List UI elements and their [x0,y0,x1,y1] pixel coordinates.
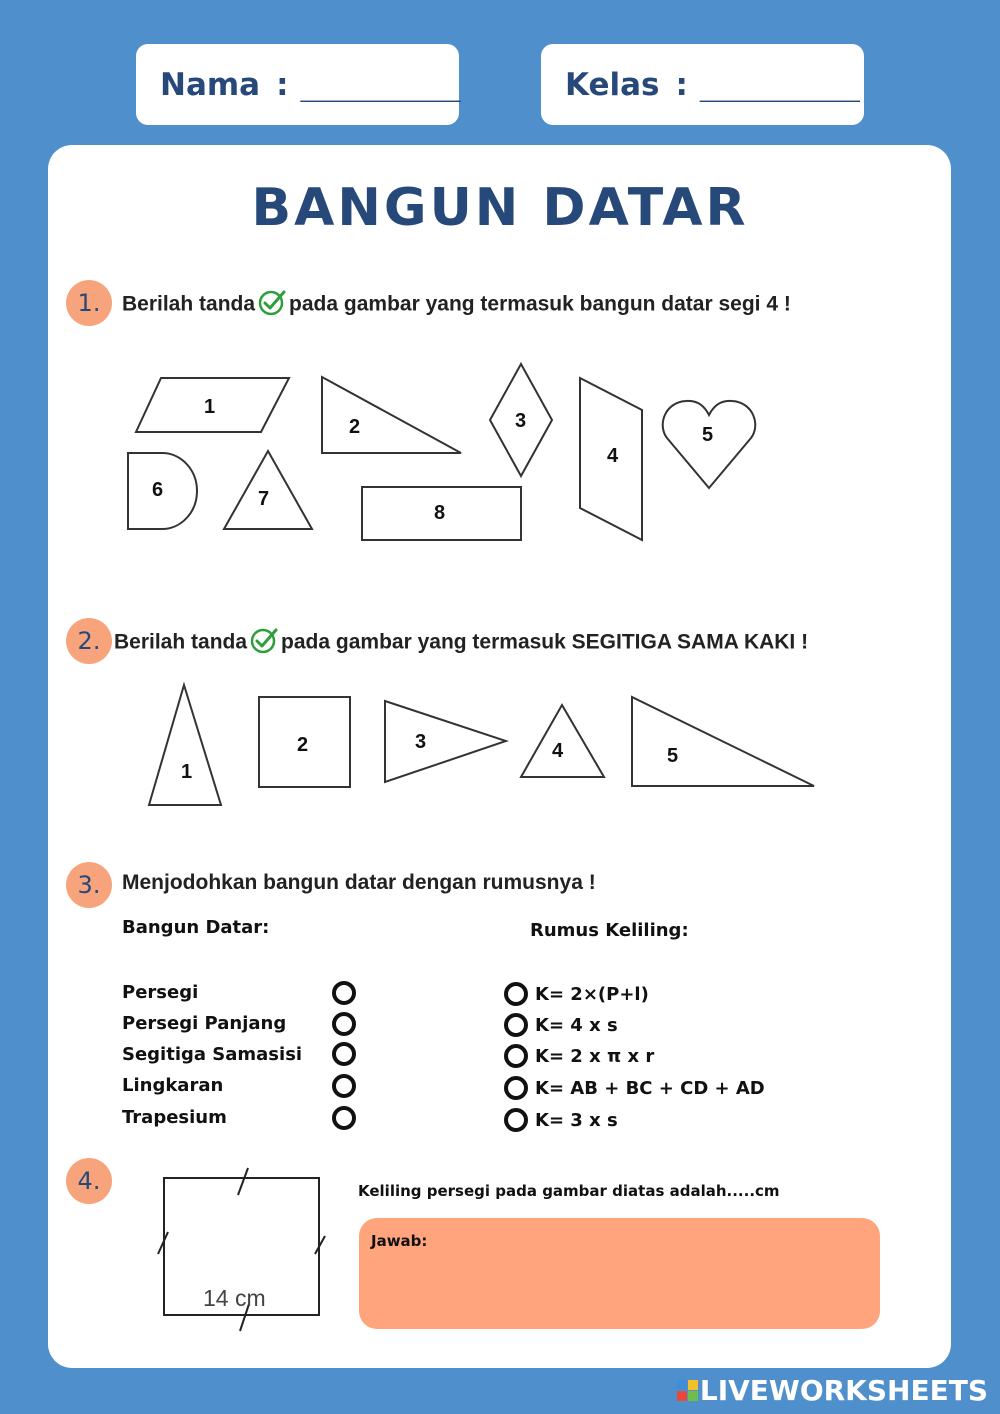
match-dot-left-2[interactable] [332,1012,356,1036]
question-3-text: Menjodohkan bangun datar dengan rumusnya ! [122,871,596,894]
q1-label-4: 4 [607,445,619,467]
shape-item-lingkaran: Lingkaran [122,1075,224,1096]
question-1-text-before: Berilah tanda [122,292,256,316]
q1-label-8: 8 [434,502,446,524]
name-field-card [136,44,459,125]
name-colon: : [276,66,289,103]
match-dot-left-3[interactable] [332,1042,356,1066]
match-dot-right-4[interactable] [504,1076,528,1100]
shape-item-segitiga-samasisi: Segitiga Samasisi [122,1044,303,1065]
q1-label-5: 5 [702,424,714,446]
shape-item-persegi: Persegi [122,982,199,1003]
check-icon [257,288,287,322]
match-dot-left-5[interactable] [332,1106,356,1130]
class-input[interactable]: ________________ [699,77,860,102]
page-title: BANGUN DATAR [251,178,749,238]
question-1-text-after: pada gambar yang termasuk bangun datar segi 4 ! [289,292,791,316]
liveworksheets-brand [677,1374,988,1407]
formula-item-1: K= 2×(P+l) [535,984,649,1005]
q1-label-3: 3 [515,410,527,432]
formulas-column-heading: Rumus Keliling: [530,920,689,941]
name-label: Nama [160,66,261,103]
match-dot-right-5[interactable] [504,1108,528,1132]
answer-box[interactable] [359,1218,880,1329]
formula-item-3: K= 2 x π x r [535,1046,655,1067]
formula-item-4: K= AB + BC + CD + AD [535,1078,765,1099]
match-dot-left-1[interactable] [332,981,356,1005]
answer-label: Jawab: [371,1232,428,1250]
question-4-text: Keliling persegi pada gambar diatas adalah.....cm [358,1182,780,1200]
q4-square-label: 14 cm [203,1285,266,1311]
match-dot-right-2[interactable] [504,1013,528,1037]
q2-label-1: 1 [181,761,193,783]
question-4-number: 4. [66,1158,112,1204]
q2-label-4: 4 [552,740,564,762]
class-colon: : [675,66,688,103]
question-1-number: 1. [66,280,112,326]
question-2-text-before: Berilah tanda [114,630,248,654]
q1-label-2: 2 [349,416,361,438]
question-2-text-after: pada gambar yang termasuk SEGITIGA SAMA KAKI ! [281,630,809,654]
shapes-column-heading: Bangun Datar: [122,917,270,938]
question-2-text [114,626,808,660]
class-field-card [541,44,864,125]
formula-item-5: K= 3 x s [535,1110,618,1131]
question-1-text [122,288,791,322]
shape-item-persegi-panjang: Persegi Panjang [122,1013,287,1034]
q1-label-7: 7 [258,488,270,510]
class-label: Kelas [565,66,660,103]
match-dot-right-3[interactable] [504,1044,528,1068]
match-dot-left-4[interactable] [332,1074,356,1098]
q1-label-1: 1 [204,396,216,418]
q2-label-5: 5 [667,745,679,767]
brand-text: LIVEWORKSHEETS [699,1374,988,1407]
liveworksheets-logo-icon [677,1380,698,1401]
q2-label-3: 3 [415,731,427,753]
q1-label-6: 6 [152,479,164,501]
formula-item-2: K= 4 x s [535,1015,618,1036]
question-2-number: 2. [66,618,112,664]
check-icon [249,626,279,660]
match-dot-right-1[interactable] [504,982,528,1006]
question-3-number: 3. [66,862,112,908]
q2-label-2: 2 [297,734,309,756]
name-input[interactable]: ________________ [300,77,461,102]
shape-item-trapesium: Trapesium [122,1107,227,1128]
